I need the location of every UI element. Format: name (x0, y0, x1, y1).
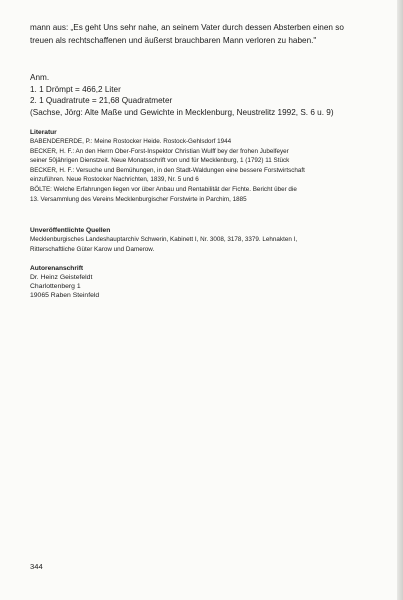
address-heading: Autorenanschrift (30, 265, 84, 272)
literature-line: BECKER, H. F.: An den Herrn Ober-Forst-Inspektor Christian Wulff bey der frohen Jubelfeyer (30, 147, 289, 155)
intro-paragraph (30, 22, 392, 47)
source-line: Mecklenburgisches Landeshauptarchiv Schwerin, Kabinett I, Nr. 3008, 3178, 3379. Lehnakten I, (30, 236, 298, 243)
address-section (30, 264, 392, 301)
note-line: 1. 1 Drömpt = 466,2 Liter (30, 84, 121, 94)
address-line: 19065 Raben Steinfeld (30, 292, 100, 300)
literature-heading: Literatur (30, 129, 57, 136)
literature-line: BÖLTE: Welche Erfahrungen liegen vor über Anbau und Rentabilität der Fichte. Bericht über die (30, 185, 297, 193)
literature-line: seiner 50jährigen Dienstzeit. Neue Monatsschrift von und für Mecklenburg, 1 (1792) 11 Stück (30, 157, 290, 165)
literature-line: BABENDERERDE, P.: Meine Rostocker Heide. Rostock-Gehlsdorf 1944 (30, 138, 232, 145)
address-line: Dr. Heinz Geistefeldt (30, 274, 93, 281)
literature-line: 13. Versammlung des Vereins Mecklenburgischer Forstwirte in Parchim, 1885 (30, 195, 247, 203)
sources-section (30, 226, 392, 254)
note-line: 2. 1 Quadratrute = 21,68 Quadratmeter (30, 96, 173, 106)
intro-line: treuen als rechtschaffenen und äußerst brauchbaren Mann verloren zu haben." (30, 35, 317, 45)
note-line: (Sachse, Jörg: Alte Maße und Gewichte in Mecklenburg, Neustrelitz 1992, S. 6 u. 9) (30, 107, 334, 117)
literature-line: BECKER, H. F.: Versuche und Bemühungen, in den Stadt-Waldungen eine bessere Forstwirtschaft (30, 166, 305, 174)
page-edge-shadow (397, 0, 403, 600)
notes-heading: Anm. (30, 73, 50, 82)
notes-section (30, 72, 392, 118)
literature-section (30, 128, 392, 204)
sources-heading: Unveröffentlichte Quellen (30, 227, 111, 234)
literature-line: einzuführen. Neue Rostocker Nachrichten, 1839, Nr. 5 und 6 (30, 176, 199, 184)
intro-line: mann aus: „Es geht Uns sehr nahe, an seinem Vater durch dessen Absterben einen so (30, 23, 344, 32)
address-line: Charlottenberg 1 (30, 283, 81, 291)
page-number: 344 (30, 562, 43, 571)
source-line: Ritterschaftliche Güter Karow und Damerow. (30, 245, 155, 253)
